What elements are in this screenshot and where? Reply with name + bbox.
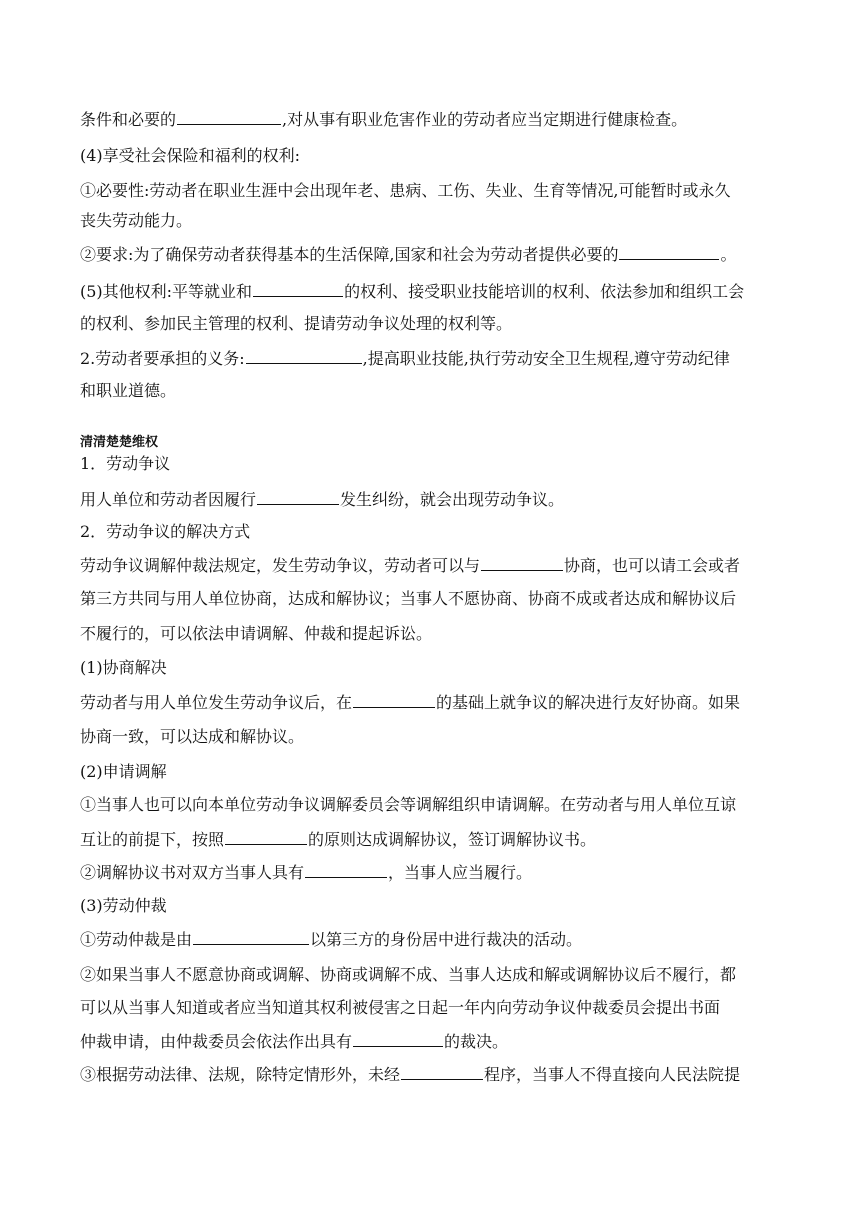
fill-blank[interactable] (481, 555, 563, 571)
text-segment: 。 (720, 245, 737, 264)
subsection-heading: (2)申请调解 (80, 762, 167, 781)
fill-blank[interactable] (305, 862, 387, 878)
text-segment: 的权利、接受职业技能培训的权利、依法参加和组织工会 (344, 282, 745, 301)
text-line: 第三方共同与用人单位协商，达成和解协议；当事人不愿协商、协商不成或者达成和解协议后 (80, 589, 737, 608)
text-segment: ,提高职业技能,执行劳动安全卫生规程,遵守劳动纪律 (362, 349, 730, 368)
text-segment: 以第三方的身份居中进行裁决的活动。 (310, 930, 583, 949)
text-segment: (5)其他权利:平等就业和 (80, 282, 253, 301)
subsection-heading: 2．劳动争议的解决方式 (80, 522, 251, 541)
text-segment: ②要求:为了确保劳动者获得基本的生活保障,国家和社会为劳动者提供必要的 (80, 245, 619, 264)
fill-blank[interactable] (253, 281, 343, 297)
text-segment: 的裁决。 (444, 1032, 509, 1051)
text-line: ①必要性:劳动者在职业生涯中会出现年老、患病、工伤、失业、生育等情况,可能暂时或永久 (80, 181, 731, 200)
text-line (80, 929, 582, 951)
text-segment: 协商，也可以请工会或者 (564, 556, 741, 575)
text-line: 不履行的，可以依法申请调解、仲裁和提起诉讼。 (80, 624, 433, 643)
text-segment: 条件和必要的 (80, 110, 177, 129)
text-segment: 劳动者与用人单位发生劳动争议后，在 (80, 693, 353, 712)
text-line (80, 244, 737, 266)
subsection-heading: 1．劳动争议 (80, 454, 171, 473)
text-segment: 2.劳动者要承担的义务: (80, 349, 245, 368)
text-line (80, 281, 744, 303)
section-heading: 清清楚楚维权 (80, 435, 159, 450)
subsection-heading: (3)劳动仲裁 (80, 896, 167, 915)
text-segment: 互让的前提下，按照 (80, 830, 225, 849)
text-segment: ②调解协议书对双方当事人具有 (80, 863, 305, 882)
text-segment: 的基础上就争议的解决进行友好协商。如果 (436, 693, 741, 712)
text-line: 协商一致，可以达成和解协议。 (80, 727, 305, 746)
text-line (80, 555, 740, 577)
text-segment: 用人单位和劳动者因履行 (80, 490, 257, 509)
fill-blank[interactable] (177, 109, 281, 125)
subsection-heading: (1)协商解决 (80, 658, 167, 677)
text-segment: ,对从事有职业危害作业的劳动者应当定期进行健康检查。 (282, 110, 688, 129)
fill-blank[interactable] (246, 348, 362, 364)
text-segment: 发生纠纷，就会出现劳动争议。 (340, 490, 565, 509)
text-segment: 程序，当事人不得直接向人民法院提 (484, 1065, 741, 1084)
text-line: 可以从当事人知道或者应当知道其权利被侵害之日起一年内向劳动争议仲裁委员会提出书面 (80, 998, 721, 1017)
section-heading: (4)享受社会保险和福利的权利: (80, 146, 301, 165)
text-segment: ①劳动仲裁是由 (80, 930, 193, 949)
text-line (80, 489, 564, 511)
text-segment: ③根据劳动法律、法规，除特定情形外，未经 (80, 1065, 401, 1084)
text-line: 和职业道德。 (80, 381, 177, 400)
text-line (80, 829, 596, 851)
text-line (80, 862, 532, 884)
text-line: ①当事人也可以向本单位劳动争议调解委员会等调解组织申请调解。在劳动者与用人单位互谅 (80, 795, 737, 814)
text-segment: 的原则达成调解协议，签订调解协议书。 (308, 830, 597, 849)
fill-blank[interactable] (225, 829, 307, 845)
text-line: 丧失劳动能力。 (80, 211, 193, 230)
fill-blank[interactable] (619, 244, 719, 260)
fill-blank[interactable] (193, 929, 309, 945)
text-line (80, 1031, 508, 1053)
text-line (80, 109, 687, 131)
text-line (80, 692, 740, 714)
text-segment: 仲裁申请，由仲裁委员会依法作出具有 (80, 1032, 353, 1051)
text-segment: 劳动争议调解仲裁法规定，发生劳动争议，劳动者可以与 (80, 556, 481, 575)
fill-blank[interactable] (353, 1031, 443, 1047)
text-line: 的权利、参加民主管理的权利、提请劳动争议处理的权利等。 (80, 314, 513, 333)
text-line (80, 348, 730, 370)
text-line (80, 1064, 740, 1086)
fill-blank[interactable] (401, 1064, 483, 1080)
fill-blank[interactable] (353, 692, 435, 708)
text-segment: ，当事人应当履行。 (388, 863, 533, 882)
text-line: ②如果当事人不愿意协商或调解、协商或调解不成、当事人达成和解或调解协议后不履行，都 (80, 965, 737, 984)
fill-blank[interactable] (257, 489, 339, 505)
